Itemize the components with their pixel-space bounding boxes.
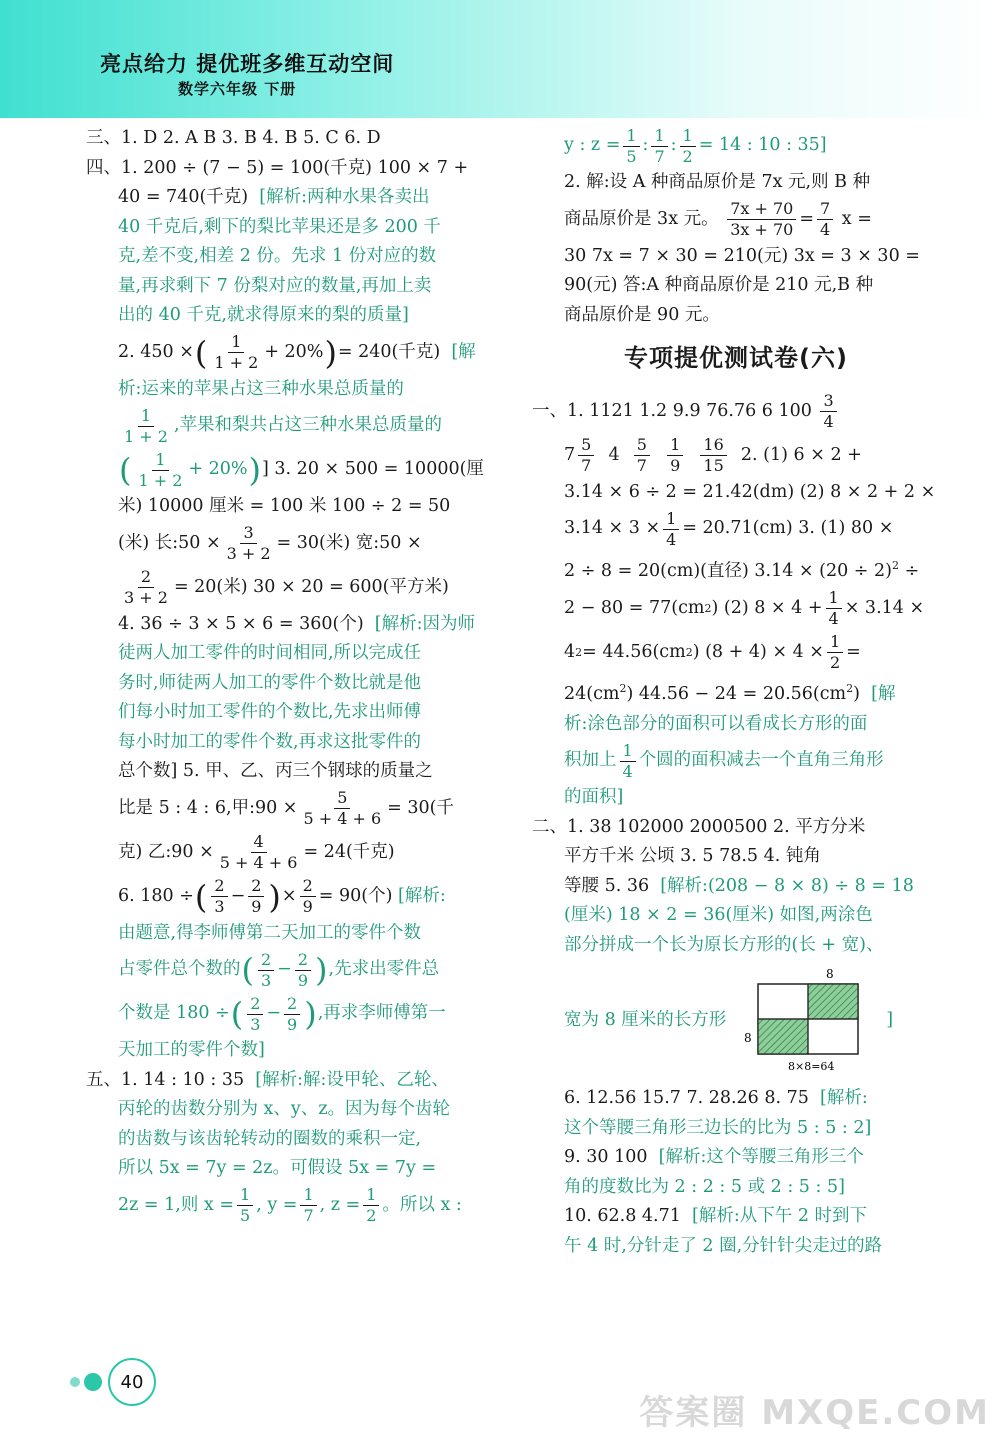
diagram-top-label: 8 [826, 967, 834, 982]
page-header [0, 0, 1000, 118]
fraction: $\frac{7}{4}$ [817, 199, 833, 240]
fraction: $\frac{1}{7}$ [300, 1185, 316, 1226]
analysis-text: 由题意,得李师傅第二天加工的零件个数 [118, 922, 422, 943]
rectangle-diagram [738, 966, 878, 1076]
fraction: $\frac{3}{4}$ [820, 391, 836, 432]
answer-line: 9. 30 100 [解析:这个等腰三角形三个 [564, 1147, 864, 1168]
analysis-text: 量,再求剩下 7 份梨对应的数量,再加上卖 [118, 275, 432, 296]
analysis-text: 角的度数比为 2 : 2 : 5 或 2 : 5 : 5] [564, 1176, 845, 1197]
answer-line: 平方千米 公顷 3. 5 78.5 4. 钝角 [564, 846, 821, 867]
page-number-badge [70, 1358, 156, 1406]
answer-line: 三、1. D 2. A B 3. B 4. B 5. C 6. D [86, 128, 381, 148]
answer-line: $24(cm^2) 44.56 - 24 = 20.56(cm^2)$ [解 [564, 682, 896, 705]
analysis-text: 天加工的零件个数] [118, 1040, 265, 1060]
formula-line: 2 − 80 = 77(cm 2 ) (2) 8 × 4 + $\frac{1}{4}$ × 3.14 × [564, 587, 925, 628]
right-column [532, 124, 940, 1261]
analysis-text: 徒两人加工零件的时间相同,所以完成任 [118, 643, 422, 663]
fraction: $\frac{7x + 70}{3x + 70}$ [727, 199, 796, 240]
answer-line: 2. 解:设 A 种商品原价是 7x 元,则 B 种 [564, 172, 871, 192]
fraction: $\frac{1}{2}$ [363, 1185, 379, 1226]
fraction: $\frac{1}{2}$ [827, 632, 843, 673]
analysis-text: 出的 40 千克,就求得原来的梨的质量] [118, 305, 409, 325]
analysis-text: 丙轮的齿数分别为 x、y、z。因为每个齿轮 [118, 1099, 451, 1119]
rectangle-diagram-row: 宽为 8 厘米的长方形 8 8 8×8=64 ] [532, 966, 940, 1076]
formula-line: ( $\frac{1}{1 + 2}$ + 20% ) ] 3. 20 × 500 = 10000(厘 [119, 449, 484, 490]
analysis-text: 这个等腰三角形三边长的比为 5 : 5 : 2] [564, 1117, 872, 1138]
answer-line: 3.14 × 6 ÷ 2 = 21.42(dm) (2) 8 × 2 + 2 × [564, 481, 936, 502]
formula-line: $\frac{2}{3 + 2}$ = 20(米) 30 × 20 = 600(平方米) [86, 566, 488, 610]
fraction: $\frac{1}{4}$ [826, 588, 842, 629]
answer-line: 等腰 5. 36 [解析:(208 − 8 × 8) ÷ 8 = 18 [564, 875, 914, 896]
analysis-text: 务时,师徒两人加工的零件个数比就是他 [118, 672, 422, 693]
analysis-text: 析:涂色部分的面积可以看成长方形的面 [564, 713, 868, 734]
analysis-text: [解析:两种水果各卖出 [259, 187, 430, 207]
fraction: $\frac{2}{9}$ [300, 876, 316, 917]
fraction: $\frac{2}{9}$ [295, 950, 311, 991]
fraction: $\frac{4}{5 + 4 + 6}$ [219, 832, 298, 872]
formula-line: 7 $\frac{5}{7}$ 4 $\frac{5}{7}$ $\frac{1}{9}$ $\frac{16}{15}$ 2. (1) 6 × 2 + [564, 435, 862, 475]
shaded-region [758, 1019, 808, 1054]
analysis-text: 们每小时加工零件的个数比,先求出师傅 [118, 702, 422, 722]
section-title: 专项提优测试卷(六) [624, 344, 848, 372]
formula-line: (米) 长:50 × $\frac{3}{3 + 2}$ = 30(米) 宽:50 × [118, 523, 422, 563]
answer-line: 2 ÷ 8 = 20(cm)(直径) $3.14 \times (20 \div 2)^2$ ÷ [564, 559, 920, 581]
analysis-text: (厘米) 18 × 2 = 36(厘米) 如图,两涂色 [564, 905, 873, 926]
fraction: $\frac{1}{4}$ [663, 509, 679, 550]
diagram-bottom-label: 8×8=64 [788, 1060, 835, 1074]
formula-line: 2z = 1,则 x = $\frac{1}{5}$ , y = $\frac{1}{7}$ , z = $\frac{1}{2}$ 。所以 x : [118, 1185, 462, 1225]
fraction: $\frac{1}{1 + 2}$ [138, 449, 183, 490]
analysis-text: 午 4 时,分针走了 2 圈,分针针尖走过的路 [564, 1235, 883, 1256]
diagram-left-label: 8 [744, 1031, 752, 1046]
fraction: $\frac{2}{9}$ [248, 876, 264, 917]
fraction: $\frac{5}{7}$ [578, 435, 594, 476]
formula-line: 商品原价是 3x 元。 $\frac{7x + 70}{3x + 70}$ = $\frac{7}{4}$ x = [564, 199, 872, 239]
answer-line: 四、1. 200 ÷ (7 − 5) = 100(千克) 100 × 7 + [86, 157, 469, 178]
fraction: $\frac{1}{1 + 2}$ [124, 405, 168, 446]
formula-line: 一、1. 1121 1.2 9.9 76.76 6 100 $\frac{3}{4}$ [532, 390, 940, 434]
formula-line: 克) 乙:90 × $\frac{4}{5 + 4 + 6}$ = 24(千克) [118, 832, 395, 872]
analysis-text: 每小时加工的零件个数,再求这批零件的 [118, 731, 422, 752]
fraction: $\frac{1}{5}$ [623, 126, 639, 167]
analysis-text: 克,差不变,相差 2 份。先求 1 份对应的数 [118, 246, 437, 266]
answer-line: 6. 12.56 15.7 7. 28.26 8. 75 [解析: [564, 1088, 868, 1109]
book-brand: 亮点给力 提优班多维互动空间 [100, 52, 395, 76]
analysis-text: 40 千克后,剩下的梨比苹果还是多 200 千 [118, 216, 441, 237]
answer-line: 商品原价是 90 元。 [564, 304, 720, 325]
fraction: $\frac{2}{9}$ [284, 994, 300, 1035]
formula-line: 3.14 × 3 × $\frac{1}{4}$ = 20.71(cm) 3. (1) 80 × [564, 508, 894, 549]
formula-line: 比是 5 : 4 : 6,甲:90 × $\frac{5}{5 + 4 + 6}$ = 30(千 [118, 788, 454, 828]
fraction: $\frac{1}{5}$ [237, 1185, 253, 1226]
formula-line: $\frac{1}{1 + 2}$ ,苹果和梨共占这三种水果总质量的 [86, 404, 488, 448]
formula-line: 占零件总个数的 ( $\frac{2}{3}$ − $\frac{2}{9}$ ) ,先求出零件总 [118, 949, 440, 990]
fraction: $\frac{2}{3}$ [258, 950, 274, 991]
fraction: $\frac{5}{5 + 4 + 6}$ [303, 788, 382, 828]
answer-line: 10. 62.8 4.71 [解析:从下午 2 时到下 [564, 1206, 868, 1227]
left-column [86, 124, 488, 1228]
analysis-text: 的面积] [564, 787, 624, 808]
fraction: $\frac{1}{4}$ [620, 741, 636, 782]
fraction: $\frac{2}{3}$ [211, 876, 227, 917]
analysis-text: 析:运来的苹果占这三种水果总质量的 [118, 378, 404, 399]
formula-line: y : z = $\frac{1}{5}$ : $\frac{1}{7}$ : $\frac{1}{2}$ = 14 : 10 : 35] [564, 125, 827, 166]
answer-line: 40 = 740(千克) [解析:两种水果各卖出 [118, 187, 430, 207]
decor-dot [70, 1377, 80, 1387]
answer-line: 米) 10000 厘米 = 100 米 100 ÷ 2 = 50 [118, 496, 451, 516]
answer-line: 4. 36 ÷ 3 × 5 × 6 = 360(个) [解析:因为师 [118, 613, 476, 634]
formula-line: 个数是 180 ÷ ( $\frac{2}{3}$ − $\frac{2}{9}$ ) ,再求李师傅第一 [118, 993, 446, 1034]
fraction: $\frac{16}{15}$ [700, 435, 726, 476]
answer-line: 五、1. 14 : 10 : 35 [解析:解:设甲轮、乙轮、 [86, 1069, 449, 1090]
decor-dot [84, 1373, 102, 1391]
answer-line: 二、1. 38 102000 2000500 2. 平方分米 [532, 816, 866, 837]
fraction: $\frac{1}{1 + 2}$ [214, 332, 259, 372]
fraction: $\frac{5}{7}$ [634, 435, 650, 476]
answer-line: 30 7x = 7 × 30 = 210(元) 3x = 3 × 30 = [564, 245, 920, 266]
shaded-region [808, 984, 858, 1019]
fraction: $\frac{2}{3 + 2}$ [124, 567, 168, 607]
watermark: 答案圈 MXQE.COM [639, 1393, 990, 1433]
fraction: $\frac{2}{3}$ [247, 994, 263, 1035]
analysis-text: 的齿数与该齿轮转动的圈数的乘积一定, [118, 1128, 422, 1149]
formula-line: 4 2 = 44.56(cm 2 ) (8 + 4) × 4 × $\frac{1}{2}$ = [564, 631, 861, 672]
fraction: $\frac{3}{3 + 2}$ [226, 523, 271, 563]
page-number: 40 [108, 1358, 156, 1406]
formula-line: 2. 450 × ( $\frac{1}{1 + 2}$ + 20% ) = 240(千克) [解 [118, 332, 476, 372]
analysis-text: 所以 5x = 7y = 2z。可假设 5x = 7y = [118, 1158, 437, 1178]
book-subject: 数学六年级 下册 [178, 80, 297, 98]
analysis-text: 部分拼成一个长为原长方形的(长 + 宽)、 [564, 934, 884, 955]
fraction: $\frac{1}{9}$ [667, 435, 683, 476]
fraction: $\frac{1}{7}$ [651, 126, 667, 167]
answer-line: 总个数] 5. 甲、乙、丙三个钢球的质量之 [118, 761, 433, 781]
formula-line: 6. 180 ÷ ( $\frac{2}{3}$ − $\frac{2}{9}$ ) × $\frac{2}{9}$ = 90(个) [解析: [118, 876, 446, 916]
formula-line: 积加上 $\frac{1}{4}$ 个圆的面积减去一个直角三角形 [564, 740, 884, 781]
answer-line: 90(元) 答:A 种商品原价是 210 元,B 种 [564, 275, 874, 295]
fraction: $\frac{1}{2}$ [680, 126, 696, 167]
